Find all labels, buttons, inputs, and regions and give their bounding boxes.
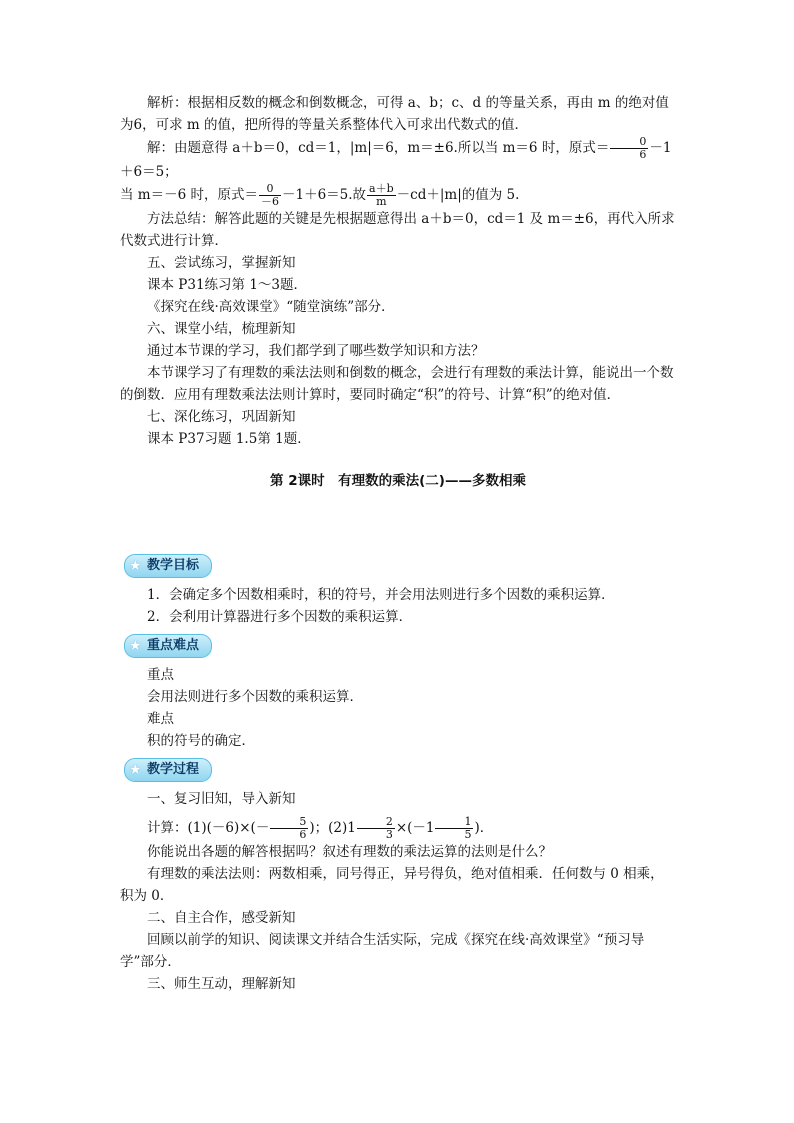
calc-line — [120, 816, 676, 841]
solution-text: 当 m＝－6 时，原式＝ — [120, 187, 258, 203]
fraction — [259, 183, 281, 208]
process-heading: 一、复习旧知，导入新知 — [147, 791, 296, 807]
fraction — [357, 816, 395, 841]
key-heading: 重点 — [147, 667, 174, 683]
calc-text: 计算：(1)(－6)×(－ — [147, 820, 270, 836]
process-text: 你能说出各题的解答根据吗？叙述有理数的乘法运算的法则是什么？ — [147, 844, 552, 860]
goal-item: 1．会确定多个因数相乘时，积的符号，并会用法则进行多个因数的乘积运算． — [147, 587, 615, 603]
fraction-denominator: 6 — [299, 828, 307, 841]
key-text: 会用法则进行多个因数的乘积运算． — [147, 689, 363, 705]
solution-text: －1＋6＝5.故 — [281, 187, 367, 203]
fraction — [610, 136, 648, 161]
process-text: 有理数的乘法法则：两数相乘，同号得正，异号得负，绝对值相乘．任何数与 0 相乘，积为 0． — [120, 866, 664, 904]
section-heading: 六、课堂小结，梳理新知 — [147, 321, 296, 337]
calc-text: )． — [474, 820, 494, 836]
solution-line-2 — [120, 183, 676, 208]
fraction — [435, 816, 473, 841]
key-points-badge — [124, 634, 212, 658]
teaching-process-badge — [124, 758, 212, 782]
section-text: 通过本节课的学习，我们都学到了哪些数学知识和方法？ — [147, 343, 485, 359]
badge-label: 教学目标 — [147, 558, 200, 573]
solution-text: 解：由题意得 a＋b＝0，cd＝1，|m|＝6，m＝±6.所以当 m＝6 时，原式＝ — [147, 140, 610, 156]
fraction-numerator: 0 — [610, 136, 648, 149]
section-text: 本节课学习了有理数的乘法法则和倒数的概念，会进行有理数的乘法计算，能说出一个数的倒数．应用有理数乘法法则计算时，要同时确定“积”的符号、计算“积”的绝对值． — [120, 365, 674, 403]
fraction — [270, 816, 308, 841]
calc-text: ×(－1 — [395, 820, 435, 836]
process-heading: 二、自主合作，感受新知 — [147, 910, 296, 926]
process-heading: 三、师生互动，理解新知 — [147, 976, 296, 992]
solution-text: －cd＋|m|的值为 5. — [396, 187, 520, 203]
solution-text: －1＋6＝5； — [120, 140, 672, 180]
fraction-denominator: m — [376, 195, 387, 208]
star-icon: ★ — [129, 558, 142, 574]
fraction — [367, 183, 396, 208]
method-summary: 方法总结：解答此题的关键是先根据题意得出 a＋b＝0，cd＝1 及 m＝±6，再代入所求代数式进行计算． — [120, 211, 675, 249]
star-icon: ★ — [129, 638, 142, 654]
star-icon: ★ — [129, 762, 142, 778]
fraction-numerator: a＋b — [369, 182, 394, 195]
fraction-denominator: 6 — [639, 148, 647, 161]
section-text: 课本 P37习题 1.5第 1题． — [147, 431, 311, 447]
calc-text: )；(2)1 — [309, 820, 356, 836]
fraction-numerator: 2 — [357, 816, 395, 829]
analysis-paragraph: 解析：根据相反数的概念和倒数概念，可得 a、b；c、d 的等量关系，再由 m 的绝对值为6，可求 m 的值，把所得的等量关系整体代入可求出代数式的值． — [120, 95, 669, 133]
fraction-denominator: 3 — [385, 828, 393, 841]
document-content — [120, 92, 676, 995]
key-heading: 难点 — [147, 711, 174, 727]
lesson-title: 第 2课时 有理数的乘法(二)——多数相乘 — [270, 473, 526, 489]
solution-line-1 — [120, 136, 676, 183]
key-text: 积的符号的确定． — [147, 733, 255, 749]
fraction-numerator: 5 — [270, 816, 308, 829]
section-text: 课本 P31练习第 1～3题． — [147, 277, 308, 293]
fraction-denominator: －6 — [260, 195, 279, 208]
section-heading: 七、深化练习，巩固新知 — [147, 409, 296, 425]
teaching-goals-badge — [124, 554, 212, 578]
section-heading: 五、尝试练习，掌握新知 — [147, 255, 296, 271]
fraction-numerator: 0 — [259, 183, 281, 196]
fraction-numerator: 1 — [435, 816, 473, 829]
badge-label: 教学过程 — [147, 762, 200, 777]
goal-item: 2．会利用计算器进行多个因数的乘积运算． — [147, 609, 413, 625]
fraction-denominator: 5 — [464, 828, 472, 841]
section-text: 《探究在线·高效课堂》“随堂演练”部分． — [147, 299, 395, 315]
badge-label: 重点难点 — [147, 638, 200, 653]
process-text: 回顾以前学的知识、阅读课文并结合生活实际，完成《探究在线·高效课堂》“预习导学”部分． — [120, 932, 645, 970]
